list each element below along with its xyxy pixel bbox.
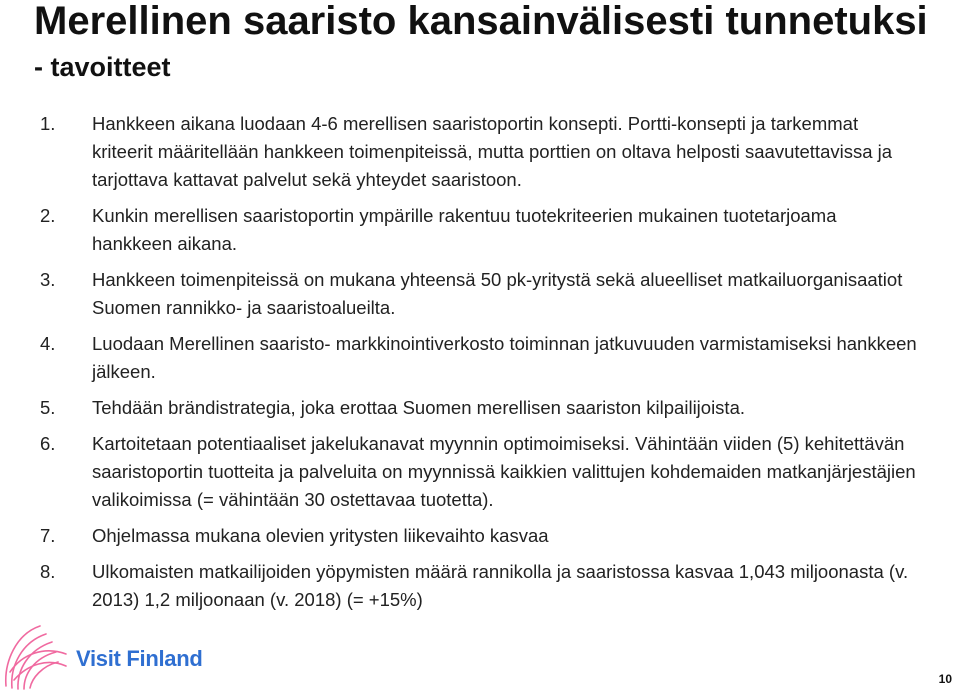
item-text: Ulkomaisten matkailijoiden yöpymisten määrä rannikolla ja saaristossa kasvaa 1,043 miljoonasta (v. 2013) 1,2 miljoonaan (v. 2018) (= +15%): [92, 561, 909, 610]
item-number: 4.: [40, 333, 56, 354]
page-number: 10: [938, 672, 952, 686]
goal-list: [40, 110, 920, 622]
item-text: Luodaan Merellinen saaristo- markkinointiverkosto toiminnan jatkuvuuden varmistamiseksi hankkeen jälkeen.: [92, 333, 917, 382]
list-item: [40, 394, 920, 422]
list-item: [40, 202, 920, 258]
item-text: Hankkeen aikana luodaan 4-6 merellisen saaristoportin konsepti. Portti-konsepti ja tarkemmat kriteerit määritellään hankkeen toimenpiteissä, mutta porttien on oltava helposti saavutettavissa ja tarjottava kattavat palvelut sekä yhteydet saaristoon.: [92, 113, 893, 190]
item-number: 7.: [40, 525, 56, 546]
slide-title-sub: - tavoitteet: [34, 52, 171, 82]
item-text: Kunkin merellisen saaristoportin ympärille rakentuu tuotekriteerien mukainen tuotetarjoama hankkeen aikana.: [92, 205, 837, 254]
item-text: Ohjelmassa mukana olevien yritysten liikevaihto kasvaa: [92, 525, 549, 546]
list-item: [40, 522, 920, 550]
list-item: [40, 266, 920, 322]
item-number: 5.: [40, 397, 56, 418]
item-text: Kartoitetaan potentiaaliset jakelukanavat myynnin optimoimiseksi. Vähintään viiden (5) kehitettävän saaristoportin tuotteita ja palveluita on myynnissä kaikkien valittujen kohdemaiden matkanjärjestäjien valikoimissa (= vähintään 30 ostettavaa tuotetta).: [92, 433, 916, 510]
item-text: Tehdään brändistrategia, joka erottaa Suomen merellisen saariston kilpailijoista.: [92, 397, 746, 418]
slide-title: [34, 0, 934, 88]
item-number: 8.: [40, 561, 56, 582]
slide-title-main: Merellinen saaristo kansainvälisesti tunnetuksi: [34, 0, 928, 43]
item-text: Hankkeen toimenpiteissä on mukana yhteensä 50 pk-yritystä sekä alueelliset matkailuorganisaatiot Suomen rannikko- ja saaristoalueilta.: [92, 269, 903, 318]
item-number: 1.: [40, 113, 56, 134]
list-item: [40, 430, 920, 514]
item-number: 3.: [40, 269, 56, 290]
list-item: [40, 558, 920, 614]
list-item: [40, 110, 920, 194]
item-number: 2.: [40, 205, 56, 226]
visit-finland-text: Visit Finland: [76, 646, 203, 671]
list-item: [40, 330, 920, 386]
item-number: 6.: [40, 433, 56, 454]
